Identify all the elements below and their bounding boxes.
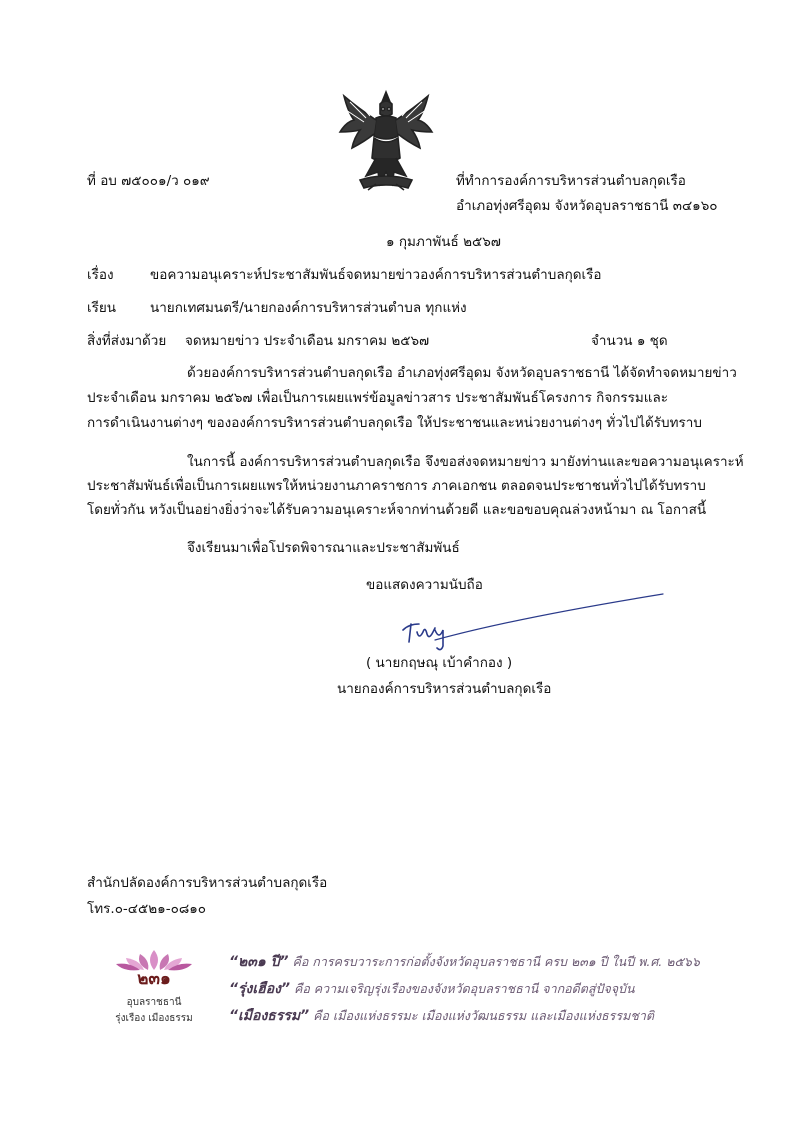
logo-line2: รุ่งเรือง เมืองธรรม xyxy=(115,1013,193,1024)
motto-3 xyxy=(229,1005,654,1027)
handwritten-signature-icon xyxy=(395,588,665,652)
motto-3-desc: คือ เมืองแห่งธรรมะ เมืองแห่งวัฒนธรรม และเมืองแห่งธรรมชาติ xyxy=(313,1008,654,1023)
motto-1 xyxy=(229,951,700,973)
closing-request: จึงเรียนมาเพื่อโปรดพิจารณาและประชาสัมพันธ์ xyxy=(187,540,460,556)
enclosure-label: สิ่งที่ส่งมาด้วย xyxy=(87,333,167,349)
subject-text: ขอความอนุเคราะห์ประชาสัมพันธ์จดหมายข่าวองค์การบริหารส่วนตำบลกุดเรือ xyxy=(150,267,602,283)
subject-label: เรื่อง xyxy=(87,267,114,283)
body-p1-line3: การดำเนินงานต่างๆ ขององค์การบริหารส่วนตำบลกุดเรือ ให้ประชาชนและหน่วยงานต่างๆ ทั่วไปได้รับทราบ xyxy=(87,415,702,431)
office-address-line2: อำเภอทุ่งศรีอุดม จังหวัดอุบลราชธานี ๓๔๑๖๐ xyxy=(456,198,718,214)
enclosure-text: จดหมายข่าว ประจำเดือน มกราคม ๒๕๖๗ xyxy=(185,333,430,349)
letter-date: ๑ กุมภาพันธ์ ๒๕๖๗ xyxy=(386,234,501,250)
logo-line1: อุบลราชธานี xyxy=(126,997,182,1008)
footer-department: สำนักปลัดองค์การบริหารส่วนตำบลกุดเรือ xyxy=(87,875,328,891)
motto-1-desc: คือ การครบวาระการก่อตั้งจังหวัดอุบลราชธานี ครบ ๒๓๑ ปี ในปี พ.ศ. ๒๕๖๖ xyxy=(292,954,700,969)
logo-number: ๒๓๑ xyxy=(137,969,171,989)
body-p2-line1: ในการนี้ องค์การบริหารส่วนตำบลกุดเรือ จึงขอส่งจดหมายข่าว มายังท่านและขอความอนุเคราะห์ xyxy=(187,454,744,470)
signatory-name: ( นายกฤษณุ เบ้าคำกอง ) xyxy=(366,655,513,671)
body-p2-line3: โดยทั่วกัน หวังเป็นอย่างยิ่งว่าจะได้รับความอนุเคราะห์จากท่านด้วยดี และขอขอบคุณล่วงหน้ามา ณ โอกาสนี้ xyxy=(87,502,707,518)
motto-3-term: “เมืองธรรม” xyxy=(229,1008,310,1024)
body-p2-line2: ประชาสัมพันธ์เพื่อเป็นการเผยแพรให้หน่วยงานภาคราชการ ภาคเอกชน ตลอดจนประชาชนทั่วไปได้รับทราบ xyxy=(87,478,706,494)
motto-2 xyxy=(229,978,635,1000)
signatory-position: นายกองค์การบริหารส่วนตำบลกุดเรือ xyxy=(337,681,552,697)
footer-phone: โทร.๐-๔๕๒๑-๐๘๑๐ xyxy=(87,901,207,917)
reference-number: ที่ อบ ๗๕๐๐๑/ว ๐๑๙ xyxy=(87,173,210,189)
motto-1-term: “๒๓๑ ปี” xyxy=(229,954,289,970)
recipient-text: นายกเทศมนตรี/นายกองค์การบริหารส่วนตำบล ทุกแห่ง xyxy=(150,300,467,316)
body-p1-line2: ประจำเดือน มกราคม ๒๕๖๗ เพื่อเป็นการเผยแพร่ข้อมูลข่าวสาร ประชาสัมพันธ์โครงการ กิจกรรมและ xyxy=(87,390,669,406)
motto-2-term: “รุ่งเฮือง” xyxy=(229,981,290,997)
closing-regards: ขอแสดงความนับถือ xyxy=(366,577,483,593)
motto-2-desc: คือ ความเจริญรุ่งเรืองของจังหวัดอุบลราชธานี จากอดีตสู่ปัจจุบัน xyxy=(293,981,635,996)
recipient-label: เรียน xyxy=(87,300,117,316)
garuda-emblem-icon xyxy=(336,88,436,196)
office-address-line1: ที่ทำการองค์การบริหารส่วนตำบลกุดเรือ xyxy=(456,173,686,189)
body-p1-line1: ด้วยองค์การบริหารส่วนตำบลกุดเรือ อำเภอทุ่งศรีอุดม จังหวัดอุบลราชธานี ได้จัดทำจดหมายข่าว xyxy=(187,365,737,381)
enclosure-count: จำนวน ๑ ชุด xyxy=(591,333,668,349)
